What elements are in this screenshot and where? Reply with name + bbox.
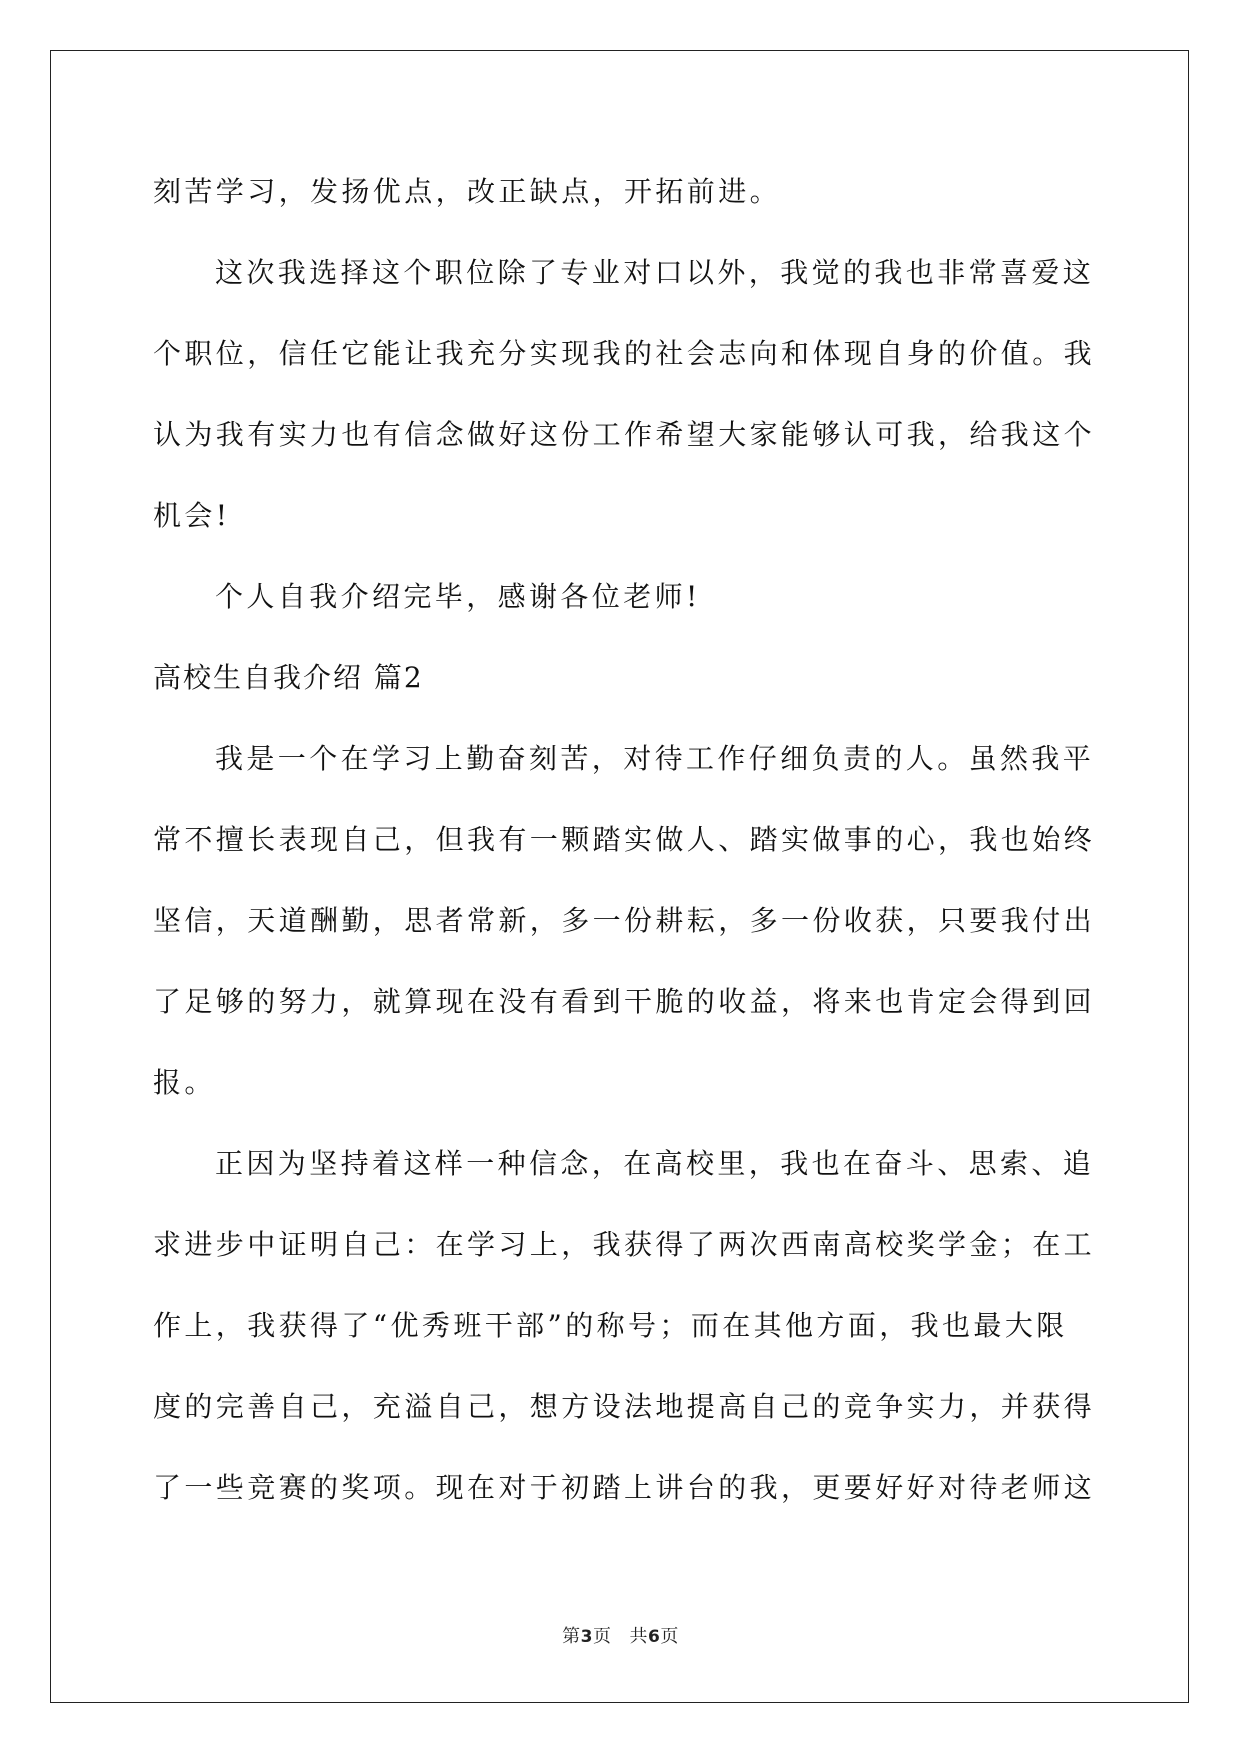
- text-line-5: 机会!: [153, 499, 231, 532]
- text-line-3: 个职位，信任它能让我充分实现我的社会志向和体现自身的价值。我: [153, 337, 1096, 370]
- text-line-13: 正因为坚持着这样一种信念，在高校里，我也在奋斗、思索、追: [215, 1147, 1095, 1180]
- text-line-6: 个人自我介绍完毕，感谢各位老师!: [215, 580, 701, 613]
- text-line-14: 求进步中证明自己：在学习上，我获得了两次西南高校奖学金；在工: [153, 1228, 1096, 1261]
- total-suffix: 页: [660, 1626, 679, 1647]
- page-footer: [0, 1622, 1241, 1648]
- page-suffix: 页: [593, 1626, 612, 1647]
- document-body: [153, 162, 1096, 1539]
- text-line-4: 认为我有实力也有信念做好这份工作希望大家能够认可我，给我这个: [153, 418, 1096, 451]
- text-line-1: 刻苦学习，发扬优点，改正缺点，开拓前进。: [153, 175, 782, 208]
- text-line-2: 这次我选择这个职位除了专业对口以外，我觉的我也非常喜爱这: [215, 256, 1095, 289]
- text-line-17: 了一些竞赛的奖项。现在对于初踏上讲台的我，更要好好对待老师这: [153, 1471, 1096, 1504]
- current-page-number: 3: [580, 1627, 593, 1647]
- text-line-12: 报。: [153, 1066, 216, 1099]
- text-line-16: 度的完善自己，充溢自己，想方设法地提高自己的竞争实力，并获得: [153, 1390, 1096, 1423]
- text-line-15: 作上，我获得了“优秀班干部”的称号；而在其他方面，我也最大限: [153, 1309, 1068, 1342]
- section-heading: 高校生自我介绍 篇2: [153, 661, 424, 694]
- text-line-11: 了足够的努力，就算现在没有看到干脆的收益，将来也肯定会得到回: [153, 985, 1096, 1018]
- text-line-8: 我是一个在学习上勤奋刻苦，对待工作仔细负责的人。虽然我平: [215, 742, 1095, 775]
- total-prefix: 共: [629, 1626, 648, 1647]
- text-line-9: 常不擅长表现自己，但我有一颗踏实做人、踏实做事的心，我也始终: [153, 823, 1096, 856]
- page-prefix: 第: [562, 1626, 581, 1647]
- text-line-10: 坚信，天道酬勤，思者常新，多一份耕耘，多一份收获，只要我付出: [153, 904, 1096, 937]
- total-page-number: 6: [648, 1627, 661, 1647]
